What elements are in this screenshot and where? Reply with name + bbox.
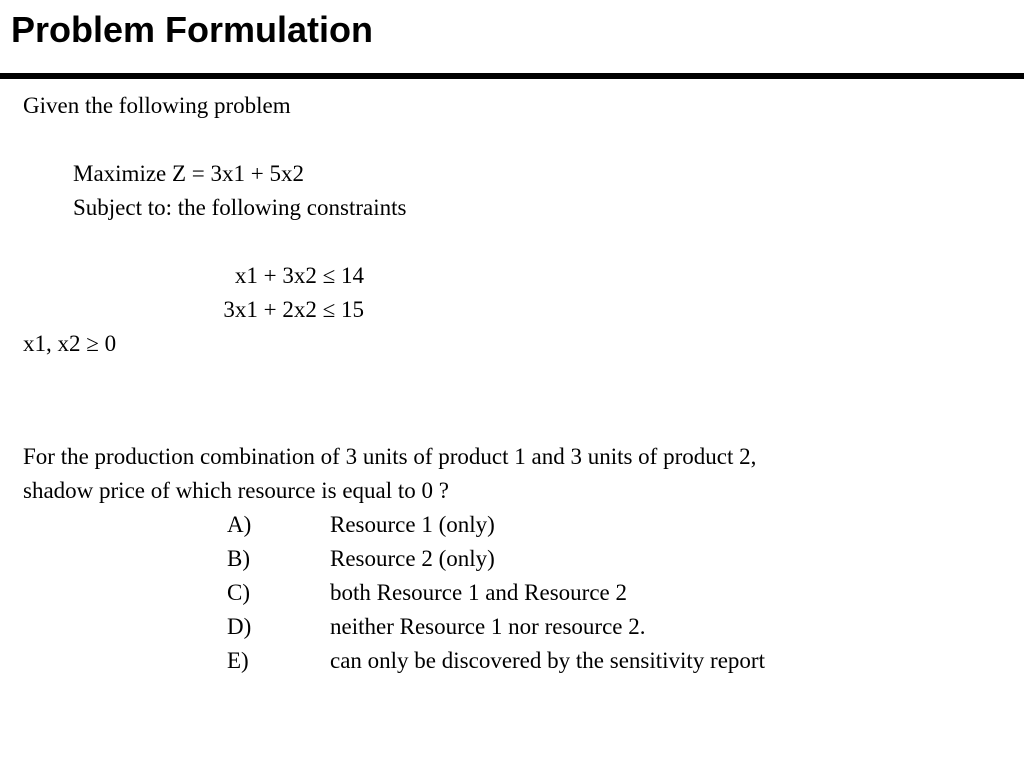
option-letter-e: E) — [227, 648, 249, 673]
option-text-e: can only be discovered by the sensitivity report — [330, 648, 765, 673]
objective-function: Maximize Z = 3x1 + 5x2 — [73, 161, 304, 186]
option-letter-c: C) — [227, 580, 250, 605]
option-text-c: both Resource 1 and Resource 2 — [330, 580, 628, 605]
subject-to-line: Subject to: the following constraints — [73, 195, 407, 220]
problem-intro: Given the following problem — [23, 93, 291, 118]
option-text-b: Resource 2 (only) — [330, 546, 495, 571]
option-text-d: neither Resource 1 nor resource 2. — [330, 614, 646, 639]
nonnegativity-constraint: x1, x2 ≥ 0 — [23, 331, 117, 356]
question-line-2: shadow price of which resource is equal to 0 ? — [23, 478, 449, 503]
title-divider — [0, 73, 1024, 79]
constraint-2: 3x1 + 2x2 ≤ 15 — [223, 297, 364, 322]
question-line-1: For the production combination of 3 units of product 1 and 3 units of product 2, — [23, 444, 757, 469]
constraint-1: x1 + 3x2 ≤ 14 — [234, 263, 364, 288]
option-letter-b: B) — [227, 546, 250, 571]
option-letter-a: A) — [227, 512, 252, 537]
option-letter-d: D) — [227, 614, 252, 639]
option-text-a: Resource 1 (only) — [330, 512, 495, 537]
page-title: Problem Formulation — [11, 9, 374, 50]
